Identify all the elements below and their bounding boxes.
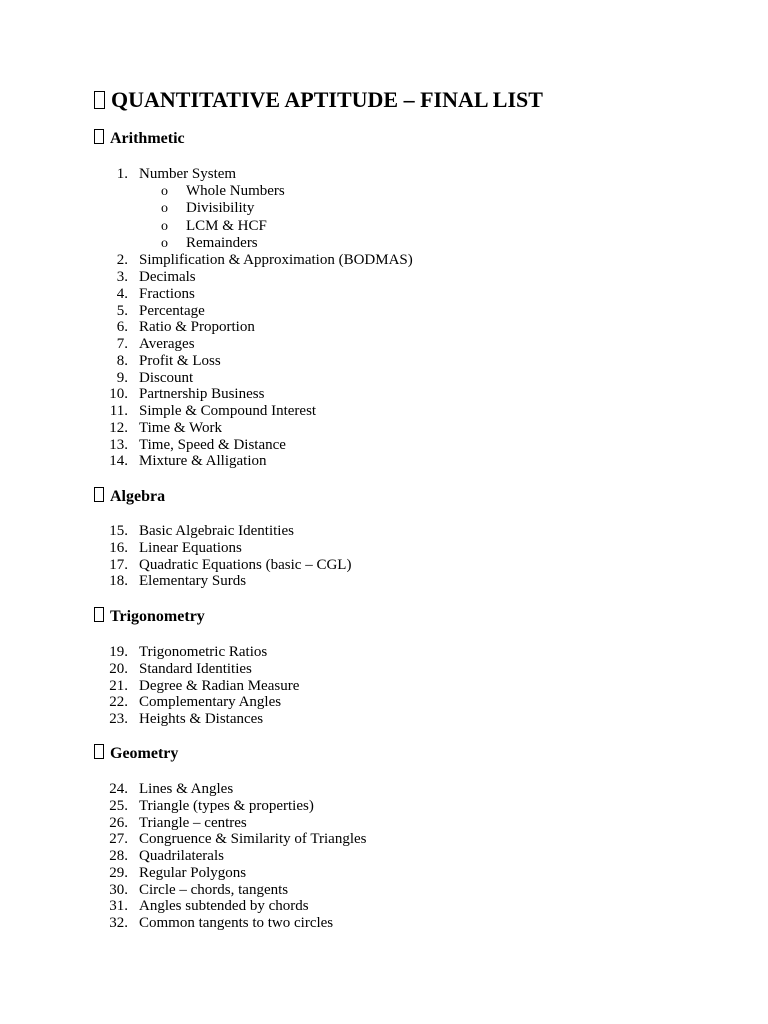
missing-glyph-icon (94, 129, 104, 144)
missing-glyph-icon (94, 607, 104, 622)
missing-glyph-icon (94, 487, 104, 502)
section-heading-trigonometry: Trigonometry (94, 607, 205, 627)
missing-glyph-icon (94, 91, 105, 109)
section-heading-algebra: Algebra (94, 487, 165, 507)
document-title (94, 86, 543, 114)
missing-glyph-icon (94, 744, 104, 759)
section-heading-arithmetic: Arithmetic (94, 129, 185, 149)
document-title-text: QUANTITATIVE APTITUDE – FINAL LIST (111, 87, 543, 112)
section-heading-geometry: Geometry (94, 744, 178, 764)
document-page: QUANTITATIVE APTITUDE – FINAL LIST Arithmetic 1. Number System o Whole Numbers o Divisibility o LCM & HCF o Remainders 2. Simplification & Approximation (BODMAS) 3. Decimals 4. Fractions 5. Percentage 6. Ratio & Proportion 7. Averages 8. Profit & Loss 9. Discount 10. Partnership Business 11. Simple & Compound Interest 12. Time & Work 13. Time, Speed & Distance 14. Mixture & Alligation Algebra 15. Basic Algebraic Identities 16. Linear Equations 17. Quadratic Equations (basic – CGL) 18. Elementary Surds Trigonometry 19. Trigonometric Ratios 20. Standard Identities 21. Degree & Radian Measure 22. Complementary Angles 23. Heights & Distances Geometry 24. Lines & Angles 25. Triangle (types & properties) 26. Triangle – centres 27. Congruence & Similarity of Triangles 28. Quadrilaterals 29. Regular Polygons 30. Circle – chords, tangents 31. Angles subtended by chords 32. Common tangents to two circles (0, 0, 768, 1024)
